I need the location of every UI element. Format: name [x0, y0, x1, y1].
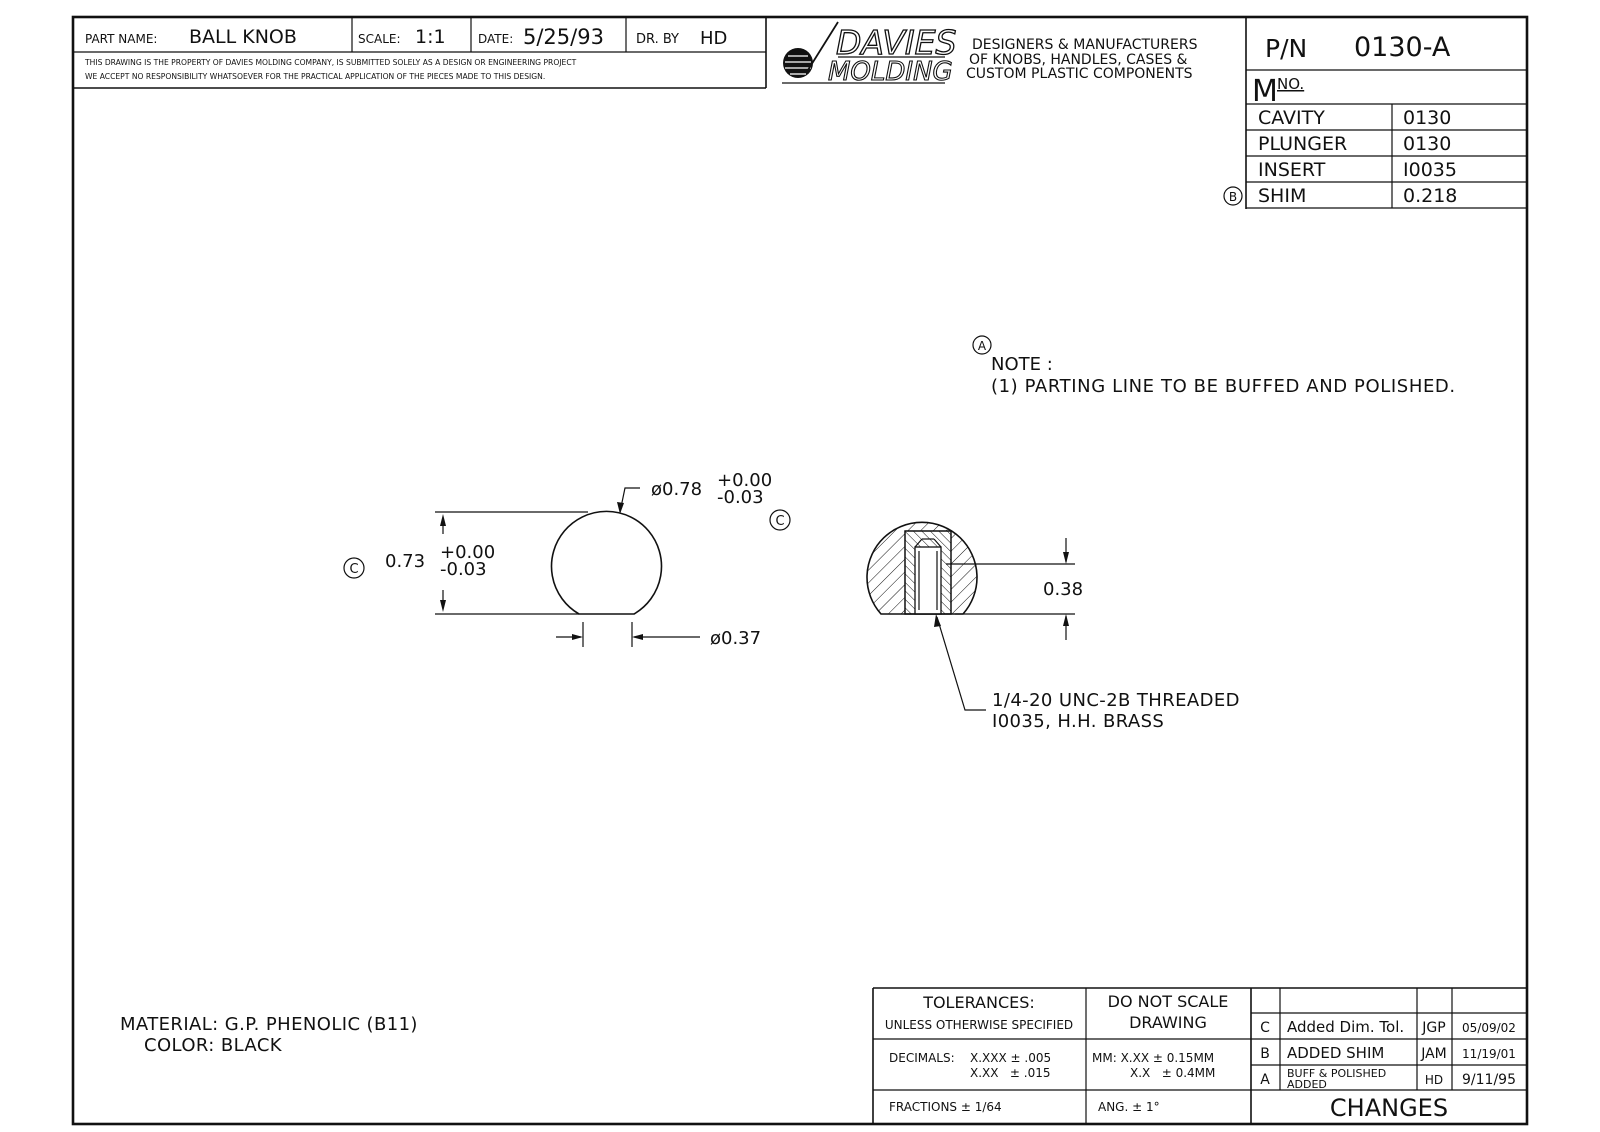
disclaimer-line-2: WE ACCEPT NO RESPONSIBILITY WHATSOEVER FOR THE PRACTICAL APPLICATION OF THE PIECES MADE TO THIS DESIGN. — [85, 72, 546, 81]
change-description: Added Dim. Tol. — [1287, 1018, 1405, 1036]
material-block — [120, 1014, 418, 1056]
mold-row-value: 0.218 — [1403, 185, 1458, 207]
part-name-label: PART NAME: — [85, 32, 158, 46]
date-value: 5/25/93 — [523, 25, 604, 49]
logo-word-davies: DAVIES — [836, 23, 957, 62]
note-line-1: (1) PARTING LINE TO BE BUFFED AND POLISHED. — [991, 376, 1456, 397]
do-not-scale-line-2: DRAWING — [1129, 1013, 1207, 1032]
scale-label: SCALE: — [358, 32, 401, 46]
mold-row-value: 0130 — [1403, 107, 1452, 129]
date-label: DATE: — [478, 32, 514, 46]
company-tagline — [966, 37, 1198, 82]
mold-row-label: CAVITY — [1258, 107, 1325, 129]
height-tolerance-minus: -0.03 — [440, 559, 487, 580]
tolerances-subheading: UNLESS OTHERWISE SPECIFIED — [884, 1018, 1074, 1032]
change-date: 9/11/95 — [1462, 1072, 1516, 1088]
change-by: HD — [1424, 1073, 1444, 1087]
mm-one-place: X.X ± 0.4MM — [1130, 1066, 1216, 1080]
change-by: JGP — [1422, 1020, 1446, 1036]
title-block — [73, 17, 766, 88]
scale-value: 1:1 — [415, 26, 446, 48]
drawn-by-value: HD — [700, 28, 728, 49]
change-rev: B — [1260, 1046, 1270, 1062]
company-logo — [782, 22, 956, 87]
do-not-scale-line-1: DO NOT SCALE — [1107, 992, 1229, 1011]
part-name: BALL KNOB — [189, 26, 297, 48]
tagline-line-2: OF KNOBS, HANDLES, CASES & — [969, 52, 1188, 68]
disclaimer-line-1: THIS DRAWING IS THE PROPERTY OF DAVIES MOLDING COMPANY, IS SUBMITTED SOLELY AS A DESIGN OR ENGINEERING PROJECT — [85, 58, 577, 67]
changes-title: CHANGES — [1329, 1094, 1449, 1122]
diameter-tolerance-minus: -0.03 — [717, 487, 764, 508]
part-number-label: P/N — [1265, 34, 1308, 63]
logo-word-molding: MOLDING — [828, 57, 953, 87]
height-revision-marker: C — [349, 562, 359, 577]
mold-row-value: 0130 — [1403, 133, 1452, 155]
angle-tolerance: ANG. ± 1° — [1098, 1100, 1160, 1114]
change-date: 05/09/02 — [1462, 1021, 1516, 1035]
sheet-border — [73, 17, 1527, 1124]
mold-row-marker: B — [1228, 190, 1238, 204]
mold-label-m: M — [1252, 74, 1278, 109]
ball-knob-outline — [552, 511, 662, 614]
tolerances-heading: TOLERANCES: — [923, 993, 1035, 1012]
change-description: BUFF & POLISHED ADDED — [1287, 1067, 1387, 1091]
change-date: 11/19/01 — [1462, 1047, 1516, 1061]
diameter-tolerance-plus: +0.00 — [717, 470, 773, 491]
ball-knob-outline-view — [344, 470, 790, 649]
ball-knob-section-view — [860, 500, 1240, 732]
mold-row-label: INSERT — [1258, 159, 1326, 181]
note-heading: NOTE : — [991, 354, 1053, 375]
tagline-line-1: DESIGNERS & MANUFACTURERS — [972, 37, 1198, 53]
part-number-value: 0130-A — [1354, 32, 1451, 63]
note-revision-marker: A — [977, 339, 987, 353]
flat-diameter-dimension: ø0.37 — [710, 628, 762, 649]
mold-row-label: PLUNGER — [1258, 133, 1348, 155]
tagline-line-3: CUSTOM PLASTIC COMPONENTS — [966, 66, 1193, 82]
decimals-three-place: X.XXX ± .005 — [970, 1051, 1052, 1065]
thread-depth-dimension: 0.38 — [1043, 579, 1084, 600]
color-line: COLOR: BLACK — [144, 1035, 282, 1056]
thread-callout-line-2: I0035, H.H. BRASS — [992, 711, 1165, 732]
mm-two-place: MM: X.XX ± 0.15MM — [1092, 1051, 1215, 1065]
drawn-by-label: DR. BY — [636, 32, 679, 47]
decimals-two-place: X.XX ± .015 — [970, 1066, 1051, 1080]
change-by: JAM — [1421, 1046, 1447, 1062]
mold-table — [1224, 104, 1527, 208]
change-rev: A — [1260, 1072, 1270, 1088]
note-block — [973, 336, 1456, 397]
fractions-tolerance: FRACTIONS ± 1/64 — [889, 1100, 1002, 1114]
mold-label-no: NO. — [1277, 75, 1305, 93]
diameter-dimension: ø0.78 — [651, 479, 703, 500]
diameter-revision-marker: C — [775, 514, 785, 529]
decimals-label: DECIMALS: — [889, 1051, 955, 1065]
material-line: MATERIAL: G.P. PHENOLIC (B11) — [120, 1014, 418, 1035]
change-description: ADDED SHIM — [1287, 1044, 1385, 1062]
mold-row-label: SHIM — [1258, 185, 1307, 207]
mold-row-value: I0035 — [1403, 159, 1457, 181]
height-dimension: 0.73 — [385, 551, 426, 572]
thread-callout-line-1: 1/4-20 UNC-2B THREADED — [992, 690, 1240, 711]
change-rev: C — [1260, 1020, 1270, 1036]
height-tolerance-plus: +0.00 — [440, 542, 496, 563]
changes-table — [1251, 988, 1527, 1122]
